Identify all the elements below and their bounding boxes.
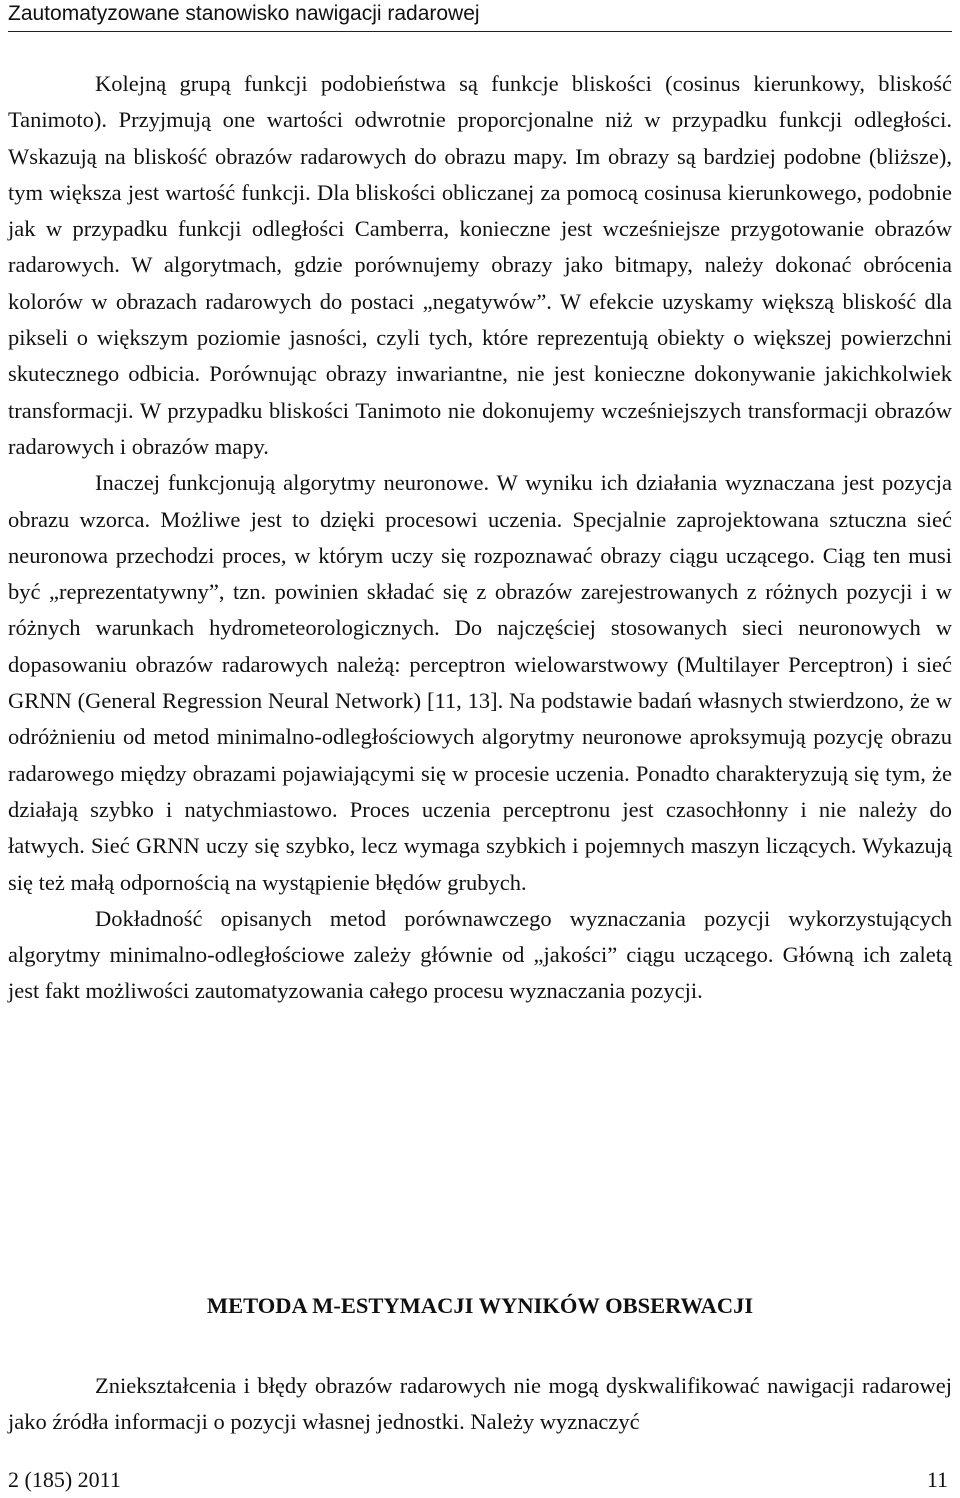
footer-issue: 2 (185) 2011 — [8, 1467, 121, 1492]
footer-page-number: 11 — [926, 1467, 948, 1492]
paragraph-section-intro: Zniekształcenia i błędy obrazów radarowych nie mogą dyskwalifikować nawigacji radarowej jako źródła informacji o pozycji własnej jednostki. Należy wyznaczyć — [8, 1373, 952, 1435]
section-heading: METODA M-ESTYMACJI WYNIKÓW OBSERWACJI — [206, 1293, 754, 1318]
article-body — [8, 66, 952, 1010]
running-header — [8, 0, 952, 32]
running-title: Zautomatyzowane stanowisko nawigacji radarowej — [8, 2, 480, 25]
paragraph-similarity-functions: Kolejną grupą funkcji podobieństwa są funkcje bliskości (cosinus kierunkowy, bliskość Tanimoto). Przyjmują one wartości odwrotnie proporcjonalne niż w przypadku funkcji odległości. Wskazują na bliskość obrazów radarowych do obrazu mapy. Im obrazy są bardziej podobne (bliższe), tym większa jest wartość funkcji. Dla bliskości obliczanej za pomocą cosinusa kierunkowego, podobnie jak w przypadku funkcji odległości Camberra, konieczne jest wcześniejsze przygotowanie obrazów radarowych. W algorytmach, gdzie porównujemy obrazy jako bitmapy, należy dokonać obrócenia kolorów w obrazach radarowych do postaci „negatywów”. W efekcie uzyskamy większą bliskość dla pikseli o większym poziomie jasności, czyli tych, które reprezentują obiekty o większej powierzchni skutecznego odbicia. Porównując obrazy inwariantne, nie jest konieczne dokonywanie jakichkolwiek transformacji. W przypadku bliskości Tanimoto nie dokonujemy wcześniejszych transformacji obrazów radarowych i obrazów mapy. — [8, 71, 952, 459]
paragraph-neural-algorithms: Inaczej funkcjonują algorytmy neuronowe. W wyniku ich działania wyznaczana jest pozycja obrazu wzorca. Możliwe jest to dzięki procesowi uczenia. Specjalnie zaprojektowana sztuczna sieć neuronowa przechodzi proces, w którym uczy się rozpoznawać obrazy ciągu uczącego. Ciąg ten musi być „reprezentatywny”, tzn. powinien składać się z obrazów zarejestrowanych z różnych pozycji i w różnych warunkach hydrometeorologicznych. Do najczęściej stosowanych sieci neuronowych w dopasowaniu obrazów radarowych należą: perceptron wielowarstwowy (Multilayer Perceptron) i sieć GRNN (General Regression Neural Network) [11, 13]. Na podstawie badań własnych stwierdzono, że w odróżnieniu od metod minimalno-odległościowych algorytmy neuronowe aproksymują pozycję obrazu radarowego między obrazami pojawiającymi się w procesie uczenia. Ponadto charakteryzują się tym, że działają szybko i natychmiastowo. Proces uczenia perceptronu jest czasochłonny i nie należy do łatwych. Sieć GRNN uczy się szybko, lecz wymaga szybkich i pojemnych maszyn liczących. Wykazują się też małą odpornością na wystąpienie błędów grubych. — [8, 470, 952, 895]
section-body — [8, 1368, 952, 1441]
paragraph-accuracy: Dokładność opisanych metod porównawczego wyznaczania pozycji wykorzystujących algorytmy minimalno-odległościowe zależy głównie od „jakości” ciągu uczącego. Główną ich zaletą jest fakt możliwości zautomatyzowania całego procesu wyznaczania pozycji. — [8, 905, 952, 1004]
